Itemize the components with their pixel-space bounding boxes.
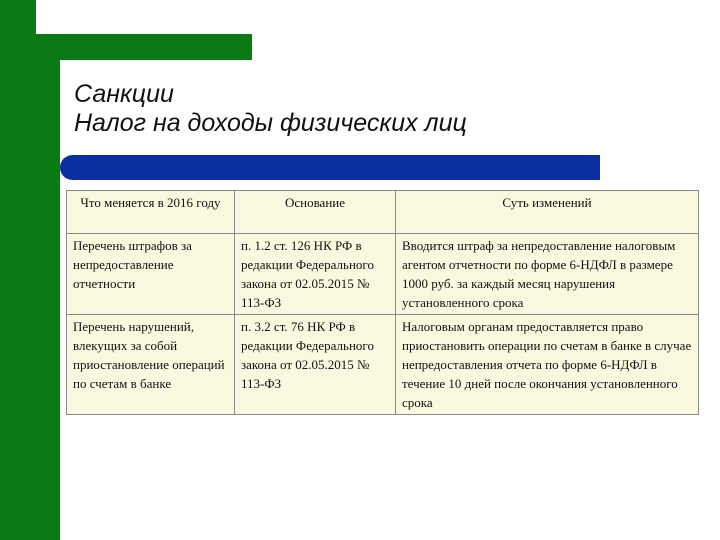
title-underline-bar (60, 155, 600, 180)
table-row (67, 315, 699, 415)
cell-what: Перечень штрафов за непредоставление отчетности (67, 234, 235, 315)
header-what-changes: Что меняется в 2016 году (67, 191, 235, 234)
slide-title (74, 80, 467, 138)
sanctions-table (66, 190, 699, 415)
title-line-1: Санкции (74, 80, 174, 108)
cell-basis: п. 3.2 ст. 76 НК РФ в редакции Федерального закона от 02.05.2015 № 113-ФЗ (235, 315, 396, 415)
header-essence: Суть изменений (396, 191, 699, 234)
decorative-left-bar (0, 0, 60, 540)
table-row (67, 234, 699, 315)
cell-basis: п. 1.2 ст. 126 НК РФ в редакции Федерального закона от 02.05.2015 № 113-ФЗ (235, 234, 396, 315)
cell-essence: Налоговым органам предоставляется право приостановить операции по счетам в банке в случае непредоставления отчета по форме 6-НДФЛ в течение 10 дней после окончания установленного срока (396, 315, 699, 415)
cell-what: Перечень нарушений, влекущих за собой приостановление операций по счетам в банке (67, 315, 235, 415)
decorative-corner-cutout (36, 0, 252, 34)
table-header-row (67, 191, 699, 234)
cell-essence: Вводится штраф за непредоставление налоговым агентом отчетности по форме 6-НДФЛ в размере 1000 руб. за каждый месяц нарушения установленного срока (396, 234, 699, 315)
title-line-2: Налог на доходы физических лиц (74, 109, 467, 137)
decorative-corner-fill (60, 34, 252, 60)
header-basis: Основание (235, 191, 396, 234)
